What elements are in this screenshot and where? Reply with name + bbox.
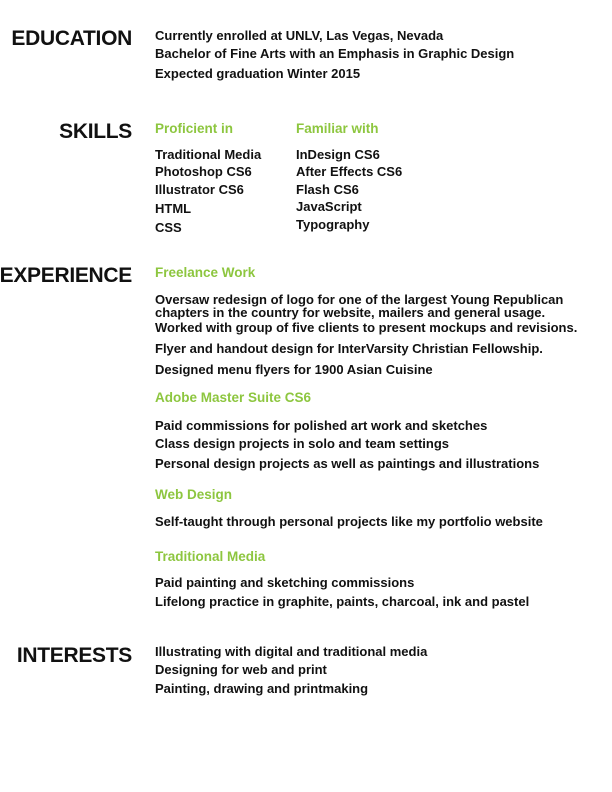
proficient-title: Proficient in	[155, 121, 234, 136]
freelance-line: Designed menu flyers for 1900 Asian Cuisine	[155, 362, 433, 377]
proficient-item: Traditional Media	[155, 147, 262, 162]
interests-line: Illustrating with digital and traditional media	[155, 644, 428, 659]
adobe-line: Paid commissions for polished art work and sketches	[155, 418, 488, 433]
web-line: Self-taught through personal projects like my portfolio website	[155, 514, 543, 529]
traditional-line: Paid painting and sketching commissions	[155, 575, 415, 590]
education-line: Bachelor of Fine Arts with an Emphasis in Graphic Design	[155, 46, 515, 61]
familiar-item: Typography	[296, 217, 370, 232]
proficient-item: Illustrator CS6	[155, 182, 244, 197]
freelance-paragraph: Oversaw redesign of logo for one of the largest Young Republican chapters in the country for website, mailers and general usage.	[155, 292, 564, 320]
familiar-item: InDesign CS6	[296, 147, 380, 162]
proficient-item: HTML	[155, 201, 192, 216]
skills-heading: SKILLS	[59, 120, 132, 143]
freelance-title: Freelance Work	[155, 265, 256, 280]
adobe-title: Adobe Master Suite CS6	[155, 390, 312, 405]
experience-heading: EXPERIENCE	[0, 264, 132, 287]
familiar-item: After Effects CS6	[296, 164, 403, 179]
education-line: Expected graduation Winter 2015	[155, 66, 361, 81]
interests-line: Painting, drawing and printmaking	[155, 681, 369, 696]
adobe-line: Class design projects in solo and team settings	[155, 436, 450, 451]
proficient-item: Photoshop CS6	[155, 164, 252, 179]
traditional-title: Traditional Media	[155, 549, 266, 564]
proficient-item: CSS	[155, 220, 182, 235]
traditional-line: Lifelong practice in graphite, paints, charcoal, ink and pastel	[155, 594, 530, 609]
education-line: Currently enrolled at UNLV, Las Vegas, Nevada	[155, 28, 444, 43]
familiar-title: Familiar with	[296, 121, 379, 136]
education-heading: EDUCATION	[11, 27, 132, 50]
freelance-line: Worked with group of five clients to present mockups and revisions.	[155, 320, 578, 335]
adobe-line: Personal design projects as well as paintings and illustrations	[155, 456, 540, 471]
freelance-line: Flyer and handout design for InterVarsity Christian Fellowship.	[155, 341, 543, 356]
familiar-item: JavaScript	[296, 199, 362, 214]
interests-heading: INTERESTS	[16, 644, 132, 667]
familiar-item: Flash CS6	[296, 182, 359, 197]
web-title: Web Design	[155, 487, 233, 502]
interests-line: Designing for web and print	[155, 662, 327, 677]
